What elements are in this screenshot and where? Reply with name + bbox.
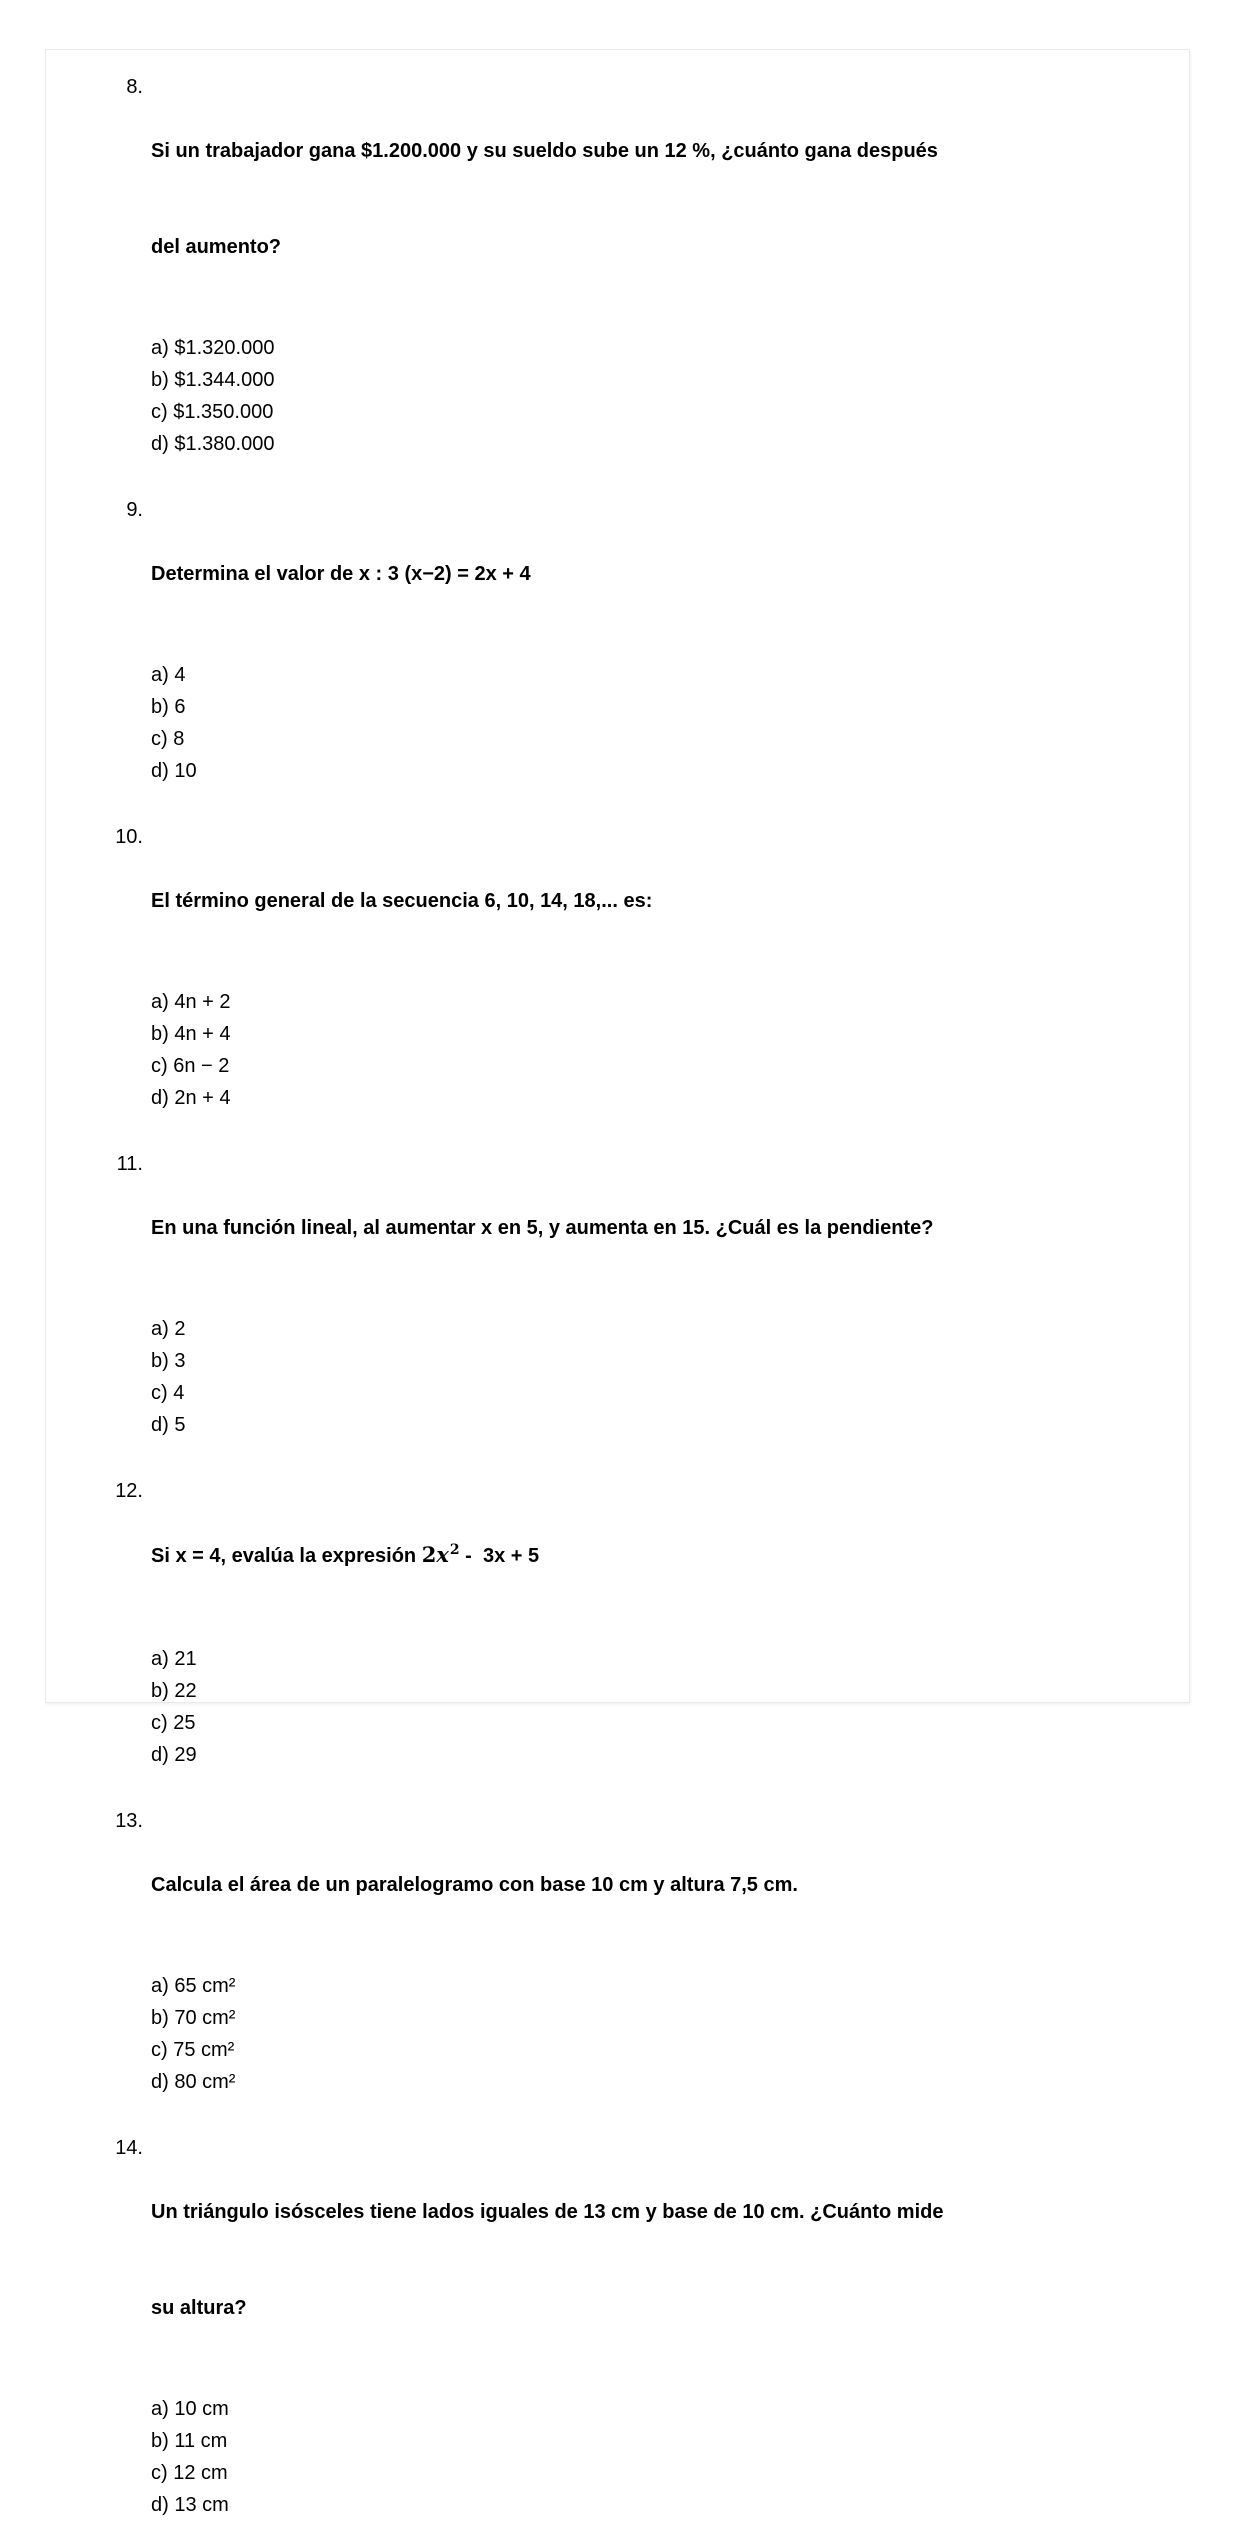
question-12-option-d: d) 29	[151, 1744, 197, 1766]
question-14-title	[151, 2132, 943, 2388]
question-9-number: 9.	[126, 499, 143, 521]
question-14-heading	[101, 2132, 1151, 2388]
question-8-option-c: c) $1.350.000	[151, 401, 274, 423]
question-12-option-c: c) 25	[151, 1712, 196, 1734]
question-14-title-line-1: Un triángulo isósceles tiene lados iguales de 13 cm y base de 10 cm. ¿Cuánto mide	[151, 2201, 944, 2223]
math-coefficient: 2	[421, 1542, 437, 1567]
question-10-option-b: b) 4n + 4	[151, 1023, 231, 1045]
question-10-number: 10.	[115, 826, 143, 848]
question-12-option-b: b) 22	[151, 1680, 197, 1702]
question-12-options	[101, 1643, 1151, 1771]
question-12-heading	[101, 1475, 1151, 1638]
question-11-title	[151, 1148, 933, 1308]
question-13-option-b: b) 70 cm²	[151, 2007, 236, 2029]
question-9-title-line-1: Determina el valor de x : 3 (x−2) = 2x + 4	[151, 563, 531, 585]
question-11-option-d: d) 5	[151, 1414, 186, 1436]
question-10-title-line-1: El término general de la secuencia 6, 10, 14, 18,... es:	[151, 890, 653, 912]
question-11-title-line-1: En una función lineal, al aumentar x en 5, y aumenta en 15. ¿Cuál es la pendiente?	[151, 1217, 934, 1239]
question-12-title-prefix: Si x = 4, evalúa la expresión	[151, 1545, 422, 1567]
question-10	[101, 821, 1151, 1114]
quiz-content	[46, 50, 1189, 2521]
question-14-title-line-2: su altura?	[151, 2297, 247, 2319]
question-8-title-line-2: del aumento?	[151, 236, 282, 258]
question-13-option-c: c) 75 cm²	[151, 2039, 235, 2061]
question-9-option-a: a) 4	[151, 664, 186, 686]
question-8-option-a: a) $1.320.000	[151, 337, 275, 359]
question-8	[101, 71, 1151, 460]
question-11-heading	[101, 1148, 1151, 1308]
question-10-option-d: d) 2n + 4	[151, 1087, 231, 1109]
question-14-option-c: c) 12 cm	[151, 2462, 228, 2484]
question-8-title-line-1: Si un trabajador gana $1.200.000 y su sueldo sube un 12 %, ¿cuánto gana después	[151, 140, 938, 162]
question-14-option-a: a) 10 cm	[151, 2398, 229, 2420]
question-10-title	[151, 821, 652, 981]
question-12-title	[151, 1475, 539, 1638]
question-12-title-line-1	[151, 1539, 539, 1574]
math-exponent: 2	[449, 1542, 460, 1558]
question-13-number: 13.	[115, 1810, 143, 1832]
question-13-option-a: a) 65 cm²	[151, 1975, 236, 1997]
document-page	[45, 49, 1190, 2516]
question-13-title	[151, 1805, 798, 1965]
question-14	[101, 2132, 1151, 2521]
question-13-option-d: d) 80 cm²	[151, 2071, 236, 2093]
question-9-title	[151, 494, 531, 654]
question-12-title-suffix: - 3x + 5	[459, 1545, 540, 1567]
question-9-heading	[101, 494, 1151, 654]
question-10-option-a: a) 4n + 2	[151, 991, 231, 1013]
question-10-heading	[101, 821, 1151, 981]
question-14-options	[101, 2393, 1151, 2521]
question-9-options	[101, 659, 1151, 787]
question-8-option-b: b) $1.344.000	[151, 369, 275, 391]
question-10-options	[101, 986, 1151, 1114]
question-11-number: 11.	[116, 1153, 143, 1175]
question-12-option-a: a) 21	[151, 1648, 197, 1670]
question-14-option-b: b) 11 cm	[151, 2430, 228, 2452]
question-13	[101, 1805, 1151, 2098]
question-8-heading	[101, 71, 1151, 327]
question-11-options	[101, 1313, 1151, 1441]
question-8-options	[101, 332, 1151, 460]
question-12	[101, 1475, 1151, 1771]
question-9	[101, 494, 1151, 787]
question-12-number: 12.	[115, 1480, 143, 1502]
question-13-options	[101, 1970, 1151, 2098]
question-9-option-c: c) 8	[151, 728, 185, 750]
question-8-title	[151, 71, 938, 327]
question-9-option-b: b) 6	[151, 696, 186, 718]
question-11-option-c: c) 4	[151, 1382, 185, 1404]
question-14-number: 14.	[115, 2137, 143, 2159]
question-13-title-line-1: Calcula el área de un paralelogramo con base 10 cm y altura 7,5 cm.	[151, 1874, 798, 1896]
question-11-option-b: b) 3	[151, 1350, 186, 1372]
question-10-option-c: c) 6n − 2	[151, 1055, 230, 1077]
question-11-option-a: a) 2	[151, 1318, 186, 1340]
question-11	[101, 1148, 1151, 1441]
math-variable: x	[436, 1542, 449, 1567]
question-14-option-d: d) 13 cm	[151, 2494, 229, 2516]
math-expression	[421, 1542, 460, 1567]
question-13-heading	[101, 1805, 1151, 1965]
question-9-option-d: d) 10	[151, 760, 197, 782]
question-8-number: 8.	[126, 76, 143, 98]
question-8-option-d: d) $1.380.000	[151, 433, 275, 455]
